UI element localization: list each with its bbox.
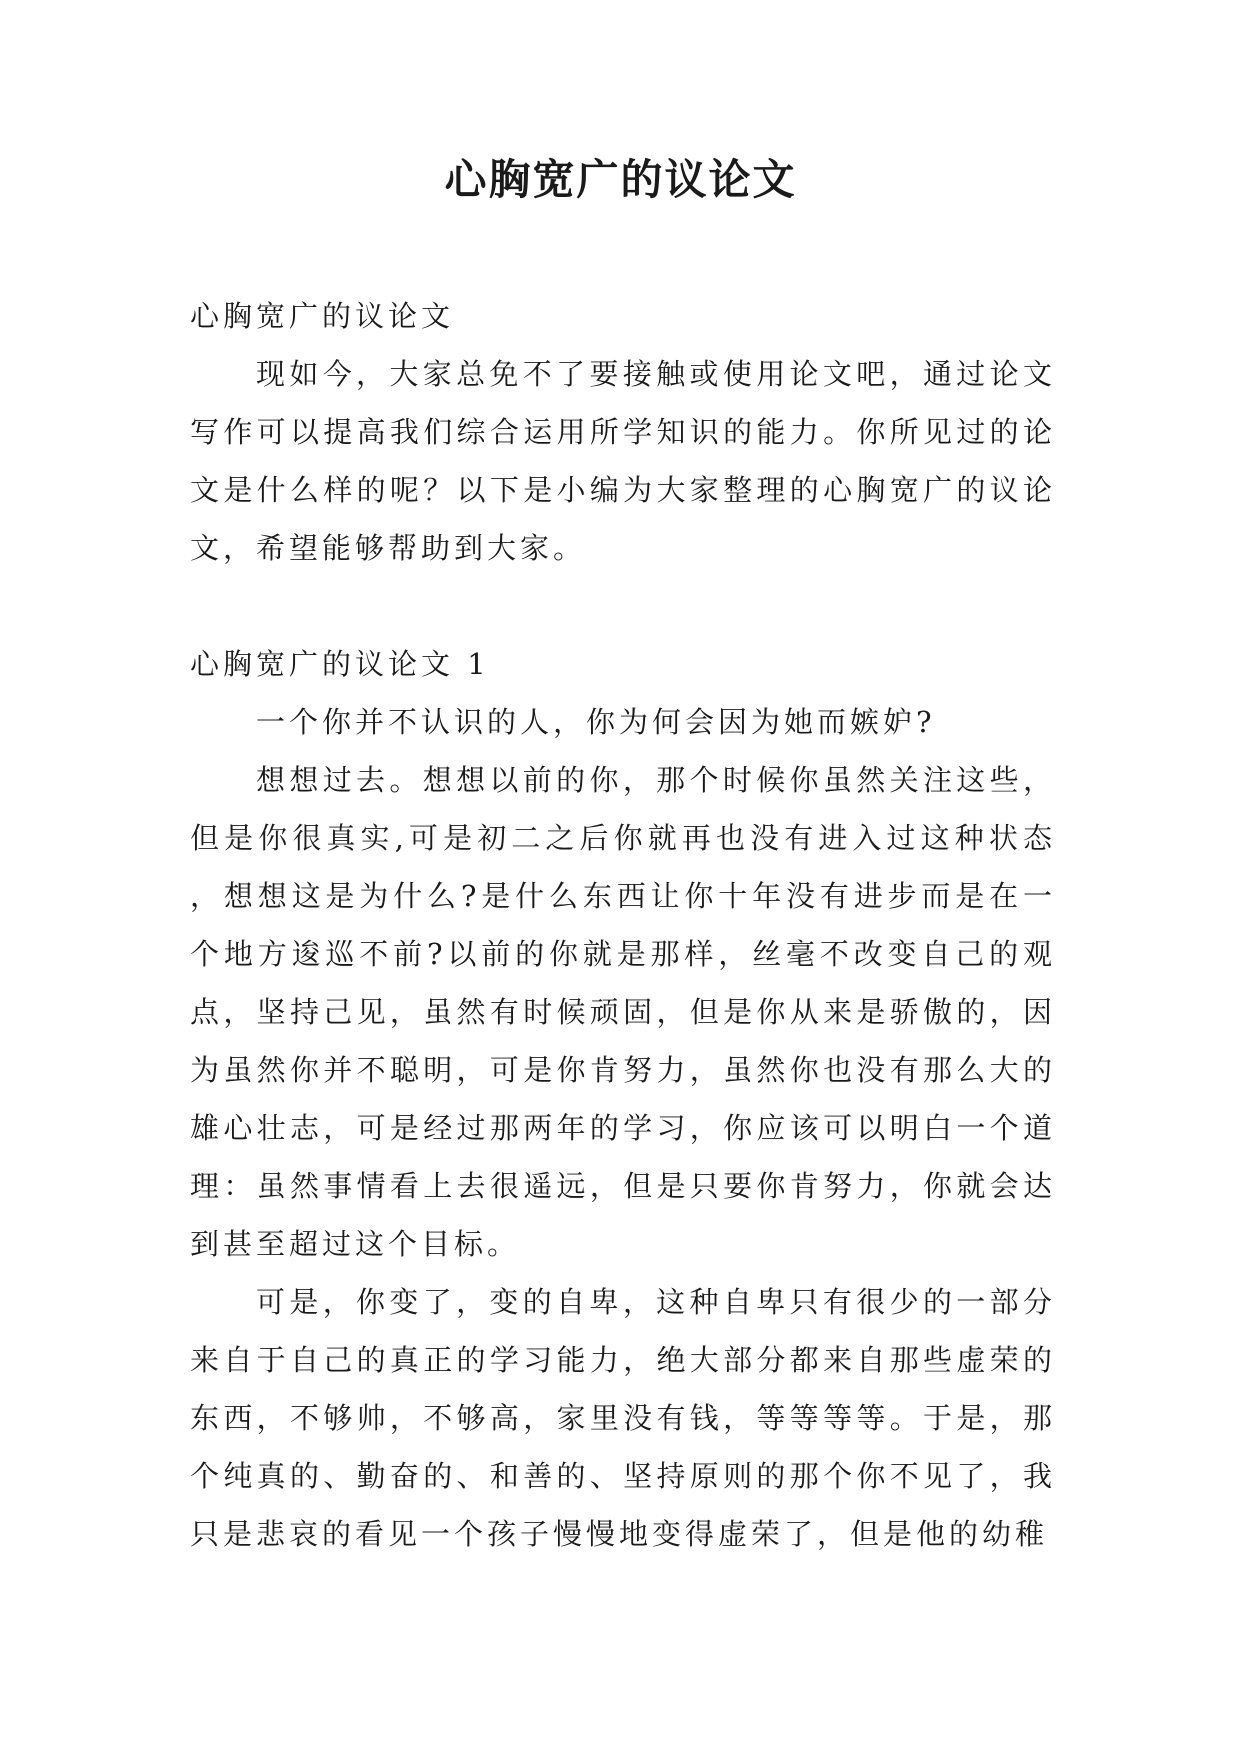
intro-paragraph: 现如今，大家总免不了要接触或使用论文吧，通过论文写作可以提高我们综合运用所学知识的能力。你所见过的论文是什么样的呢？以下是小编为大家整理的心胸宽广的议论文，希望能够帮助到大家。 <box>190 357 1056 565</box>
body-paragraph: 想想过去。想想以前的你，那个时候你虽然关注这些，但是你很真实,可是初二之后你就再也没有进入过这种状态，想想这是为什么?是什么东西让你十年没有进步而是在一个地方逡巡不前?以前的你就是那样，丝毫不改变自己的观点，坚持己见，虽然有时候顽固，但是你从来是骄傲的，因为虽然你并不聪明，可是你肯努力，虽然你也没有那么大的雄心壮志，可是经过那两年的学习，你应该可以明白一个道理：虽然事情看上去很遥远，但是只要你肯努力，你就会达到甚至超过这个目标。 <box>190 763 1056 1261</box>
intro-heading: 心胸宽广的议论文 <box>190 299 455 333</box>
section-spacer <box>190 577 1056 635</box>
body-paragraph: 可是，你变了，变的自卑，这种自卑只有很少的一部分来自于自己的真正的学习能力，绝大部分都来自那些虚荣的东西，不够帅，不够高，家里没有钱，等等等等。于是，那个纯真的、勤奋的、和善的、坚持原则的那个你不见了，我只是悲哀的看见一个孩子慢慢地变得虚荣了，但是他的幼稚 <box>190 1285 1056 1551</box>
section-heading: 心胸宽广的议论文 1 <box>190 647 490 681</box>
page-title: 心胸宽广的议论文 <box>444 155 797 204</box>
body-paragraph: 一个你并不认识的人，你为何会因为她而嫉妒? <box>256 705 936 739</box>
document-body <box>190 287 1056 1563</box>
